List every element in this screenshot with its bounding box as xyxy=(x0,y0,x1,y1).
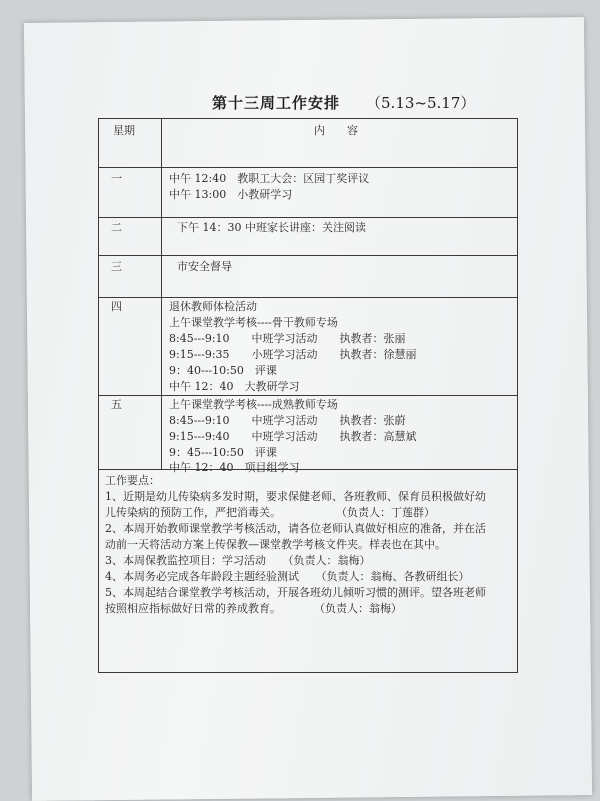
row-line: 市安全督导 xyxy=(177,260,232,273)
note-line: 5、本周起结合课堂教学考核活动，开展各班幼儿倾听习惯的测评。望各班老师 xyxy=(105,586,486,599)
notes-heading: 工作要点： xyxy=(105,474,160,487)
note-line: 2、本周开始教师课堂教学考核活动，请各位老师认真做好相应的准备，并在活 xyxy=(105,522,486,535)
row-line: 9：45---10:50 评课 xyxy=(169,446,277,459)
schedule-table xyxy=(98,118,518,673)
note-line: 4、本周务必完成各年龄段主题经验测试 （负责人：翁梅、各教研组长） xyxy=(105,570,470,583)
row-line: 中午 12：40 项目组学习 xyxy=(169,461,300,474)
note-line: 儿传染病的预防工作，严把消毒关。 （负责人：丁莲群） xyxy=(105,506,435,519)
row-line: 8:45---9:10 中班学习活动 执教者：张蔚 xyxy=(169,414,406,427)
day-label: 三 xyxy=(111,260,122,273)
day-label: 五 xyxy=(111,398,122,411)
row-line: 中午 12:40 教职工大会：区园丁奖评议 xyxy=(169,172,370,185)
day-label: 一 xyxy=(111,172,122,185)
row-line: 中午 12：40 大教研学习 xyxy=(169,380,300,393)
row-line: 8:45---9:10 中班学习活动 执教者：张丽 xyxy=(169,332,406,345)
row-line: 退休教师体检活动 xyxy=(169,300,257,313)
title-text: 第十三周工作安排 xyxy=(212,94,341,112)
row-line: 下午 14：30 中班家长讲座：关注阅读 xyxy=(177,221,366,234)
row-line: 9：40---10:50 评课 xyxy=(169,364,277,377)
row-line: 中午 13:00 小教研学习 xyxy=(169,188,293,201)
row-line: 上午课堂教学考核----成熟教师专场 xyxy=(169,398,338,411)
note-line: 按照相应指标做好日常的养成教育。 （负责人：翁梅） xyxy=(105,602,402,615)
row-line: 9:15---9:35 小班学习活动 执教者：徐慧丽 xyxy=(169,348,417,361)
day-label: 二 xyxy=(111,221,122,234)
note-line: 动前一天将活动方案上传保教—课堂教学考核文件夹。样表也在其中。 xyxy=(105,538,446,551)
column-divider xyxy=(161,119,162,469)
note-line: 1、近期是幼儿传染病多发时期，要求保健老师、各班教师、保育员积极做好幼 xyxy=(105,490,486,503)
day-label: 四 xyxy=(111,300,122,313)
row-line: 9:15---9:40 中班学习活动 执教者：高慧斌 xyxy=(169,430,417,443)
row-line: 上午课堂教学考核----骨干教师专场 xyxy=(169,316,338,329)
row-divider xyxy=(99,469,517,470)
header-day: 星期 xyxy=(113,124,135,137)
document-title xyxy=(212,92,475,113)
note-line: 3、本周保教监控项目：学习活动 （负责人：翁梅） xyxy=(105,554,371,567)
header-content: 内 容 xyxy=(314,124,358,137)
date-range: （5.13~5.17） xyxy=(366,94,476,112)
